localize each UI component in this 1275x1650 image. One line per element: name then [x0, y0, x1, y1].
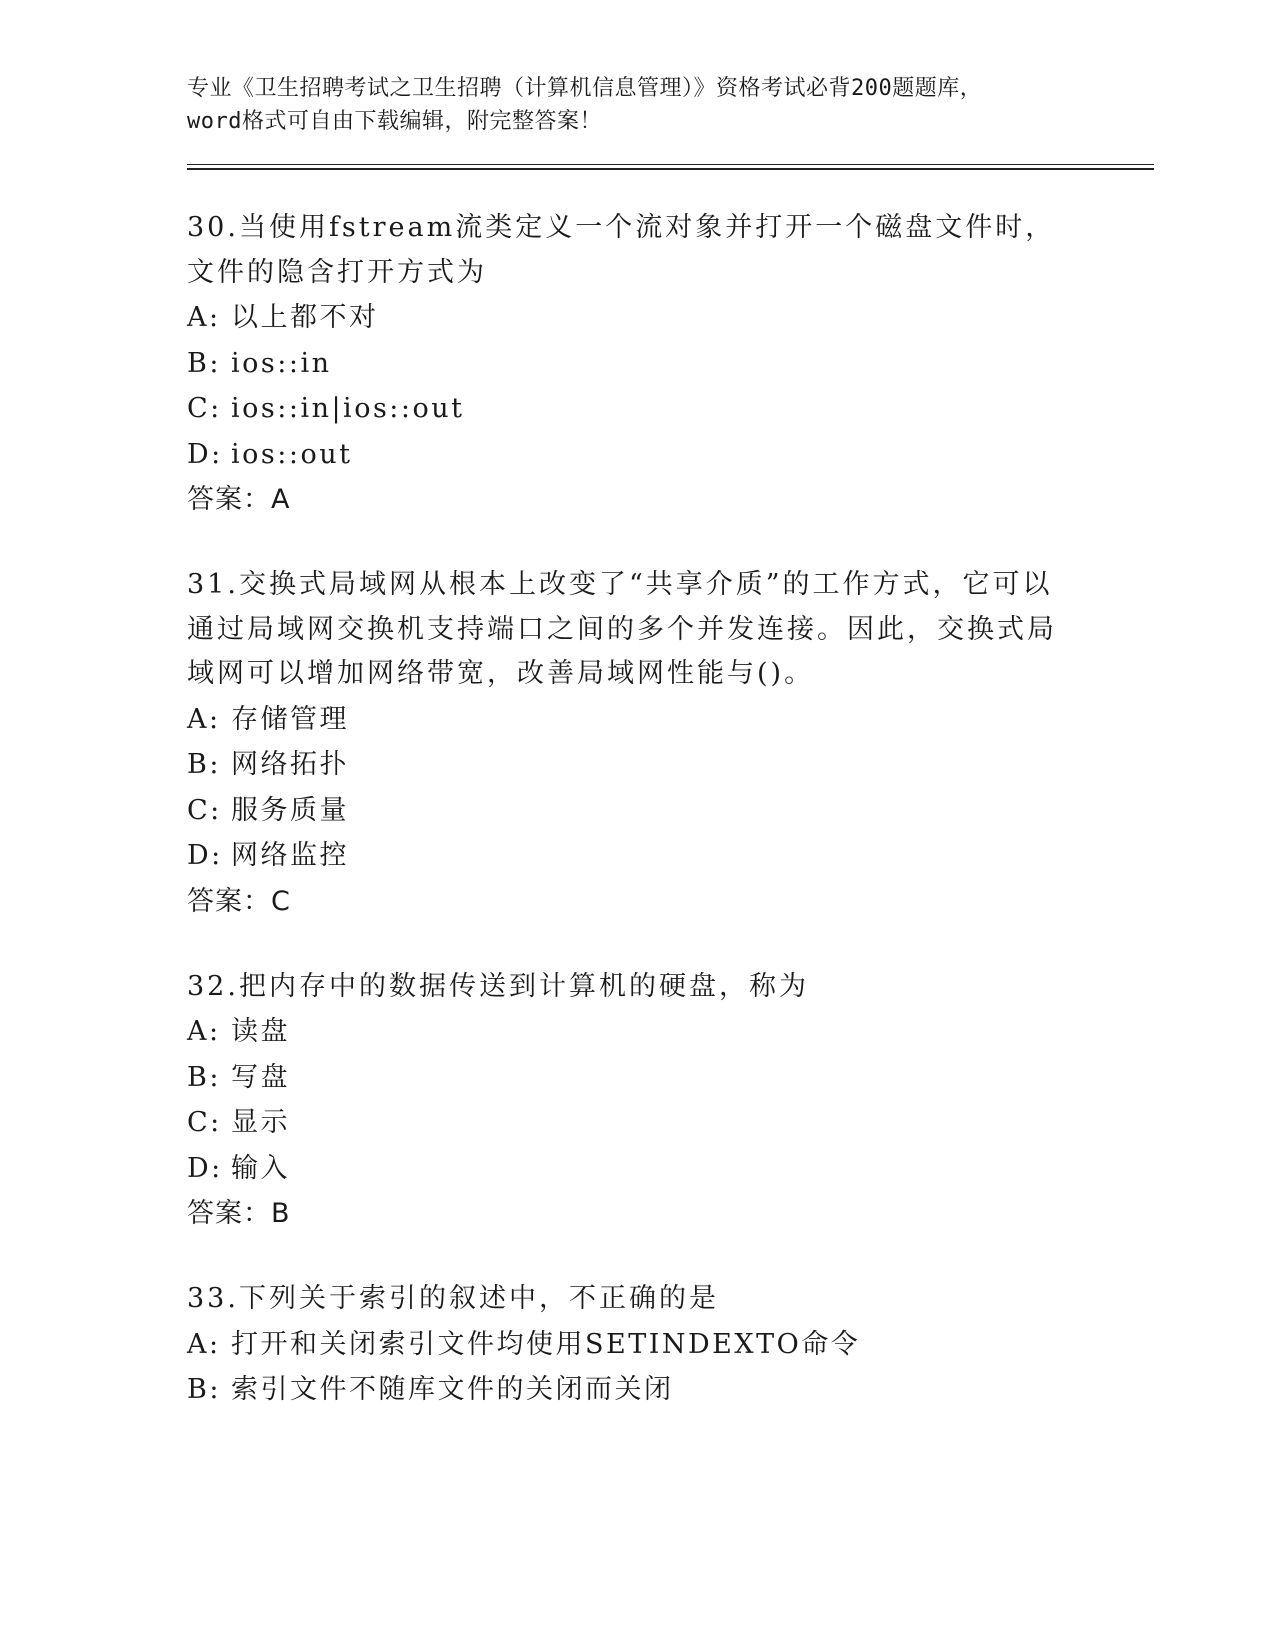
option-a [187, 1009, 1147, 1055]
header-line-1: 专业《卫生招聘考试之卫生招聘（计算机信息管理）》资格考试必背200题题库， [187, 76, 983, 101]
question-stem: 30.当使用fstream流类定义一个流对象并打开一个磁盘文件时，文件的隐含打开方式为 [187, 212, 1056, 288]
option-b [187, 341, 1147, 387]
option-text: 输入 [231, 1152, 290, 1184]
option-a [187, 697, 1147, 743]
option-text: 显示 [231, 1107, 290, 1138]
option-key: C: [187, 794, 222, 826]
option-key: A: [187, 1016, 221, 1047]
question-32 [187, 965, 1147, 1238]
option-d [187, 432, 1147, 478]
question-31 [187, 563, 1147, 925]
option-b [187, 1055, 1147, 1101]
answer-line: 答案：B [187, 1198, 291, 1229]
question-stem: 33.下列关于索引的叙述中，不正确的是 [187, 1283, 719, 1314]
option-text: ios::out [231, 438, 353, 470]
option-text: 服务质量 [231, 794, 349, 826]
option-c [187, 1100, 1147, 1146]
option-a [187, 295, 1147, 341]
option-text: 以上都不对 [231, 302, 379, 333]
answer-line: 答案：C [187, 885, 291, 917]
option-text: 索引文件不随库文件的关闭而关闭 [231, 1374, 674, 1405]
option-b [187, 742, 1147, 788]
option-key: D: [187, 840, 223, 871]
question-stem: 32.把内存中的数据传送到计算机的硬盘，称为 [187, 970, 809, 1002]
option-d [187, 1146, 1147, 1192]
document-header [187, 72, 1147, 138]
option-a [187, 1322, 1147, 1368]
option-b [187, 1367, 1147, 1413]
question-list [187, 206, 1147, 1413]
header-line-2: word格式可自由下载编辑，附完整答案！ [187, 109, 602, 134]
option-c [187, 788, 1147, 834]
option-text: 读盘 [231, 1016, 290, 1047]
option-key: B: [187, 1061, 221, 1093]
option-key: A: [187, 302, 221, 333]
option-text: 网络拓扑 [231, 749, 349, 780]
question-30 [187, 206, 1147, 523]
option-key: A: [187, 1328, 221, 1360]
question-stem: 31.交换式局域网从根本上改变了“共享介质”的工作方式，它可以通过局域网交换机支持端口之间的多个并发连接。因此，交换式局域网可以增加网络带宽，改善局域网性能与()。 [187, 569, 1057, 689]
answer-line: 答案：A [187, 484, 291, 515]
option-d [187, 833, 1147, 879]
option-key: C: [187, 1107, 222, 1138]
option-text: ios::in|ios::out [231, 393, 465, 424]
option-text: ios::in [231, 347, 332, 379]
header-double-rule [187, 164, 1154, 170]
option-key: C: [187, 393, 222, 424]
option-key: B: [187, 1374, 221, 1405]
option-text: 存储管理 [231, 703, 349, 735]
question-33 [187, 1277, 1147, 1413]
option-key: D: [187, 438, 223, 470]
option-key: B: [187, 347, 221, 379]
option-key: D: [187, 1152, 223, 1184]
document-page [187, 72, 1147, 1453]
option-key: A: [187, 703, 221, 735]
option-text: 写盘 [231, 1061, 290, 1093]
option-key: B: [187, 749, 221, 780]
option-text: 打开和关闭索引文件均使用SETINDEXTO命令 [231, 1328, 861, 1360]
option-c [187, 386, 1147, 432]
option-text: 网络监控 [231, 840, 349, 871]
